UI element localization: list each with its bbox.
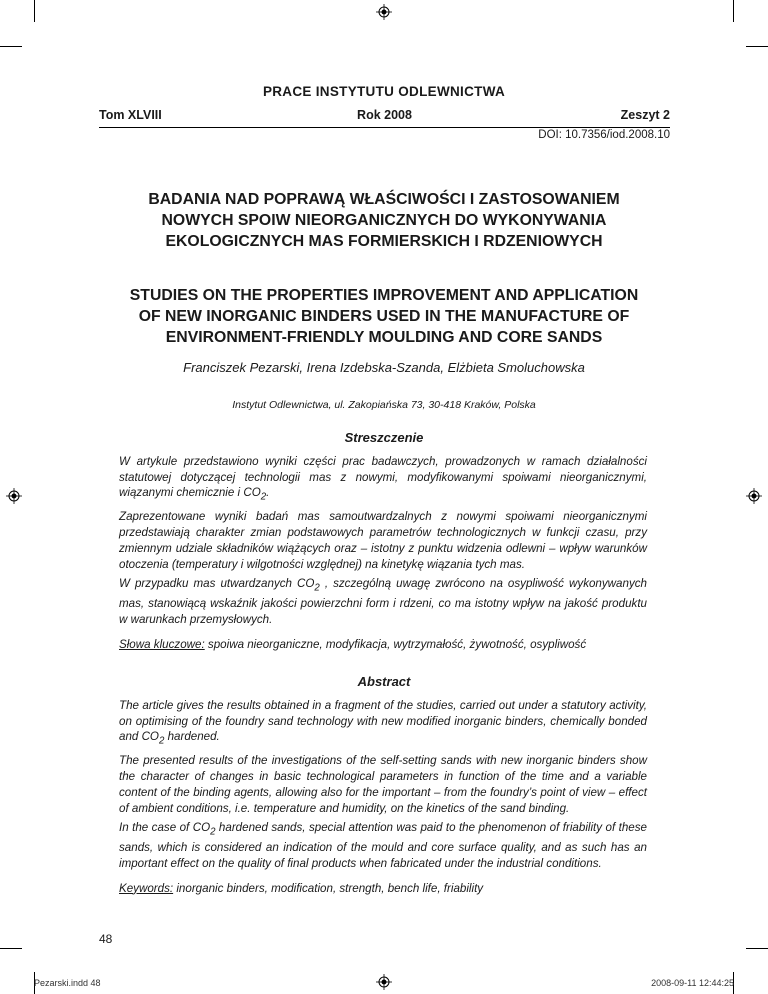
slug-file: Pezarski.indd 48 <box>34 978 101 988</box>
crop-mark <box>34 0 35 22</box>
issue-label: Zeszyt 2 <box>620 108 670 122</box>
authors: Franciszek Pezarski, Irena Izdebska-Szanda, Elżbieta Smoluchowska <box>183 360 585 375</box>
crop-mark <box>0 46 22 47</box>
title-line: STUDIES ON THE PROPERTIES IMPROVEMENT AND APPLICATION <box>129 287 639 304</box>
title-line: BADANIA NAD POPRAWĄ WŁAŚCIWOŚCI I ZASTOSOWANIEM <box>148 191 620 208</box>
issue-meta <box>99 108 670 124</box>
paragraph: W artykule przedstawiono wyniki części prac badawczych, prowadzonych w ramach działalności statutowej dotyczącej technologii mas z nowymi, modyfikowanymi spoiwami nieorganicznymi, wiązanymi chemicznie i $CO_2$. <box>119 455 647 503</box>
paragraph: In the case of $CO_2$ hardened sands, special attention was paid to the phenomenon of friability of these sands, which is considered an indication of the mould and core surface quality, and as such has an important effect on the quality of final products when fabricated under the industrial conditions. <box>119 821 647 870</box>
title-line: OF NEW INORGANIC BINDERS USED IN THE MANUFACTURE OF <box>138 308 630 325</box>
paragraph: Zaprezentowane wyniki badań mas samoutwardzalnych z nowymi spoiwami nieorganicznymi przedstawiają charakter zmian podstawowych parametrów technologicznych w funkcji czasu, przy zmiennym udziale składników wiążących oraz – istotny z punktu widzenia odlewni – wpływ warunków otoczenia (temperatury i wilgotności względnej) na kinetykę wiązania tych mas. <box>119 510 647 571</box>
paragraph: W przypadku mas utwardzanych $CO_2$ , szczególną uwagę zwrócono na osypliwość wykonywanych mas, stanowiącą wskaźnik jakości powierzchni form i rdzeni, co ma istotny wpływ na jakość produktu w warunkach przemysłowych. <box>119 577 647 626</box>
affiliation: Instytut Odlewnictwa, ul. Zakopiańska 73, 30-418 Kraków, Polska <box>232 399 536 411</box>
registration-mark-icon <box>746 488 762 504</box>
crop-mark <box>746 948 768 949</box>
title-line: ENVIRONMENT-FRIENDLY MOULDING AND CORE SANDS <box>165 329 603 346</box>
title-english <box>90 285 678 348</box>
title-polish <box>90 189 678 252</box>
crop-mark <box>0 948 22 949</box>
keywords-label: Keywords: <box>119 881 174 895</box>
registration-mark-icon <box>376 974 392 990</box>
registration-mark-icon <box>376 4 392 20</box>
keywords-label: Słowa kluczowe: <box>119 637 205 651</box>
volume-label: Tom XLVIII <box>99 108 162 122</box>
doi-link[interactable]: DOI: 10.7356/iod.2008.10 <box>538 129 670 141</box>
paragraph: The article gives the results obtained in a fragment of the studies, carried out under a statutory activity, on optimising of the foundry sand technology with new modified inorganic binders, chemically bonded and $CO_2$ hardened. <box>119 699 647 747</box>
crop-mark <box>733 0 734 22</box>
keywords-pl: Słowa kluczowe: spoiwa nieorganiczne, modyfikacja, wytrzymałość, żywotność, osypliwość <box>119 637 587 651</box>
title-line: NOWYCH SPOIW NIEORGANICZNYCH DO WYKONYWANIA <box>161 212 607 229</box>
title-line: EKOLOGICZNYCH MAS FORMIERSKICH I RDZENIOWYCH <box>165 233 603 250</box>
page-number: 48 <box>99 932 113 946</box>
year-label: Rok 2008 <box>357 108 412 122</box>
registration-mark-icon <box>6 488 22 504</box>
crop-mark <box>746 46 768 47</box>
abstract-heading: Abstract <box>357 674 411 689</box>
streszczenie-body <box>119 454 647 656</box>
abstract-body <box>119 698 647 900</box>
header-rule <box>99 127 670 128</box>
keywords-en: Keywords: inorganic binders, modification, strength, bench life, friability <box>119 881 484 895</box>
journal-title: PRACE INSTYTUTU ODLEWNICTWA <box>262 84 506 99</box>
slug-timestamp: 2008-09-11 12:44:25 <box>651 978 734 988</box>
paragraph: The presented results of the investigations of the self-setting sands with new inorganic binders show the character of changes in basic technological parameters in function of the time and a variable content of the binding agents, allowing also for the important – from the foundry’s point of view – effect of ambient conditions, i.e. temperature and humidity, on the kinetics of the sand binding. <box>119 754 647 815</box>
streszczenie-heading: Streszczenie <box>344 430 424 445</box>
